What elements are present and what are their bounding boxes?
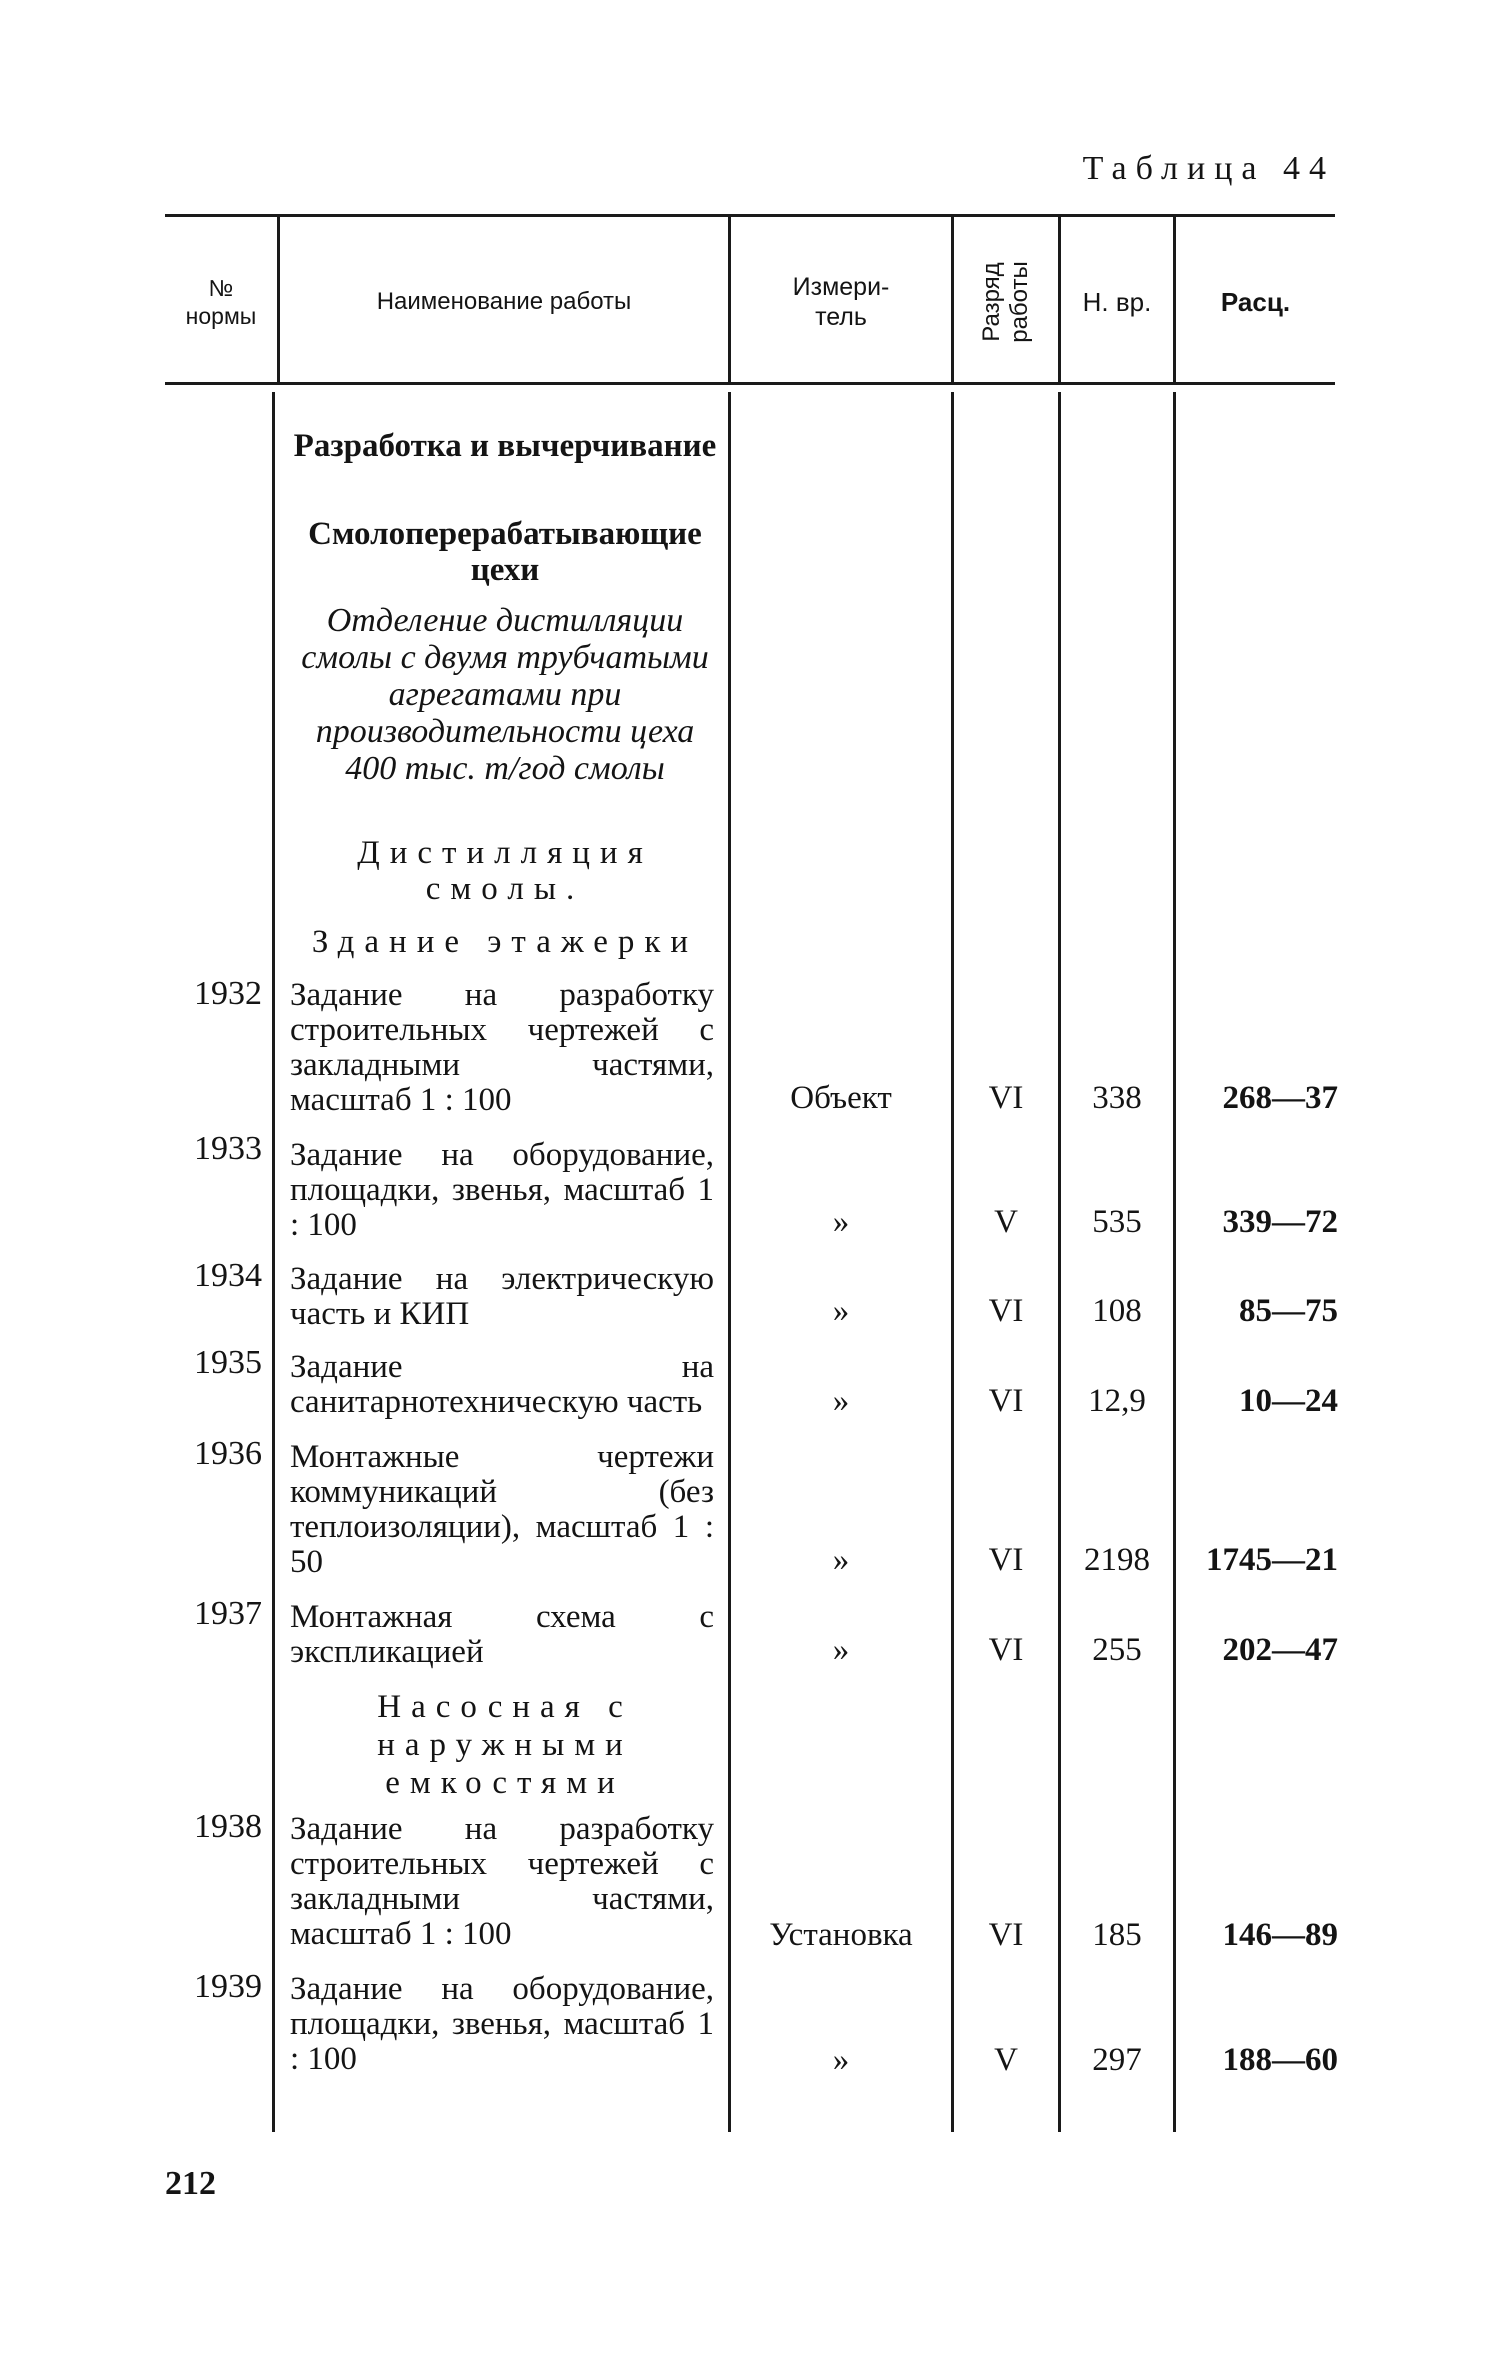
header-time: Н. вр.	[1082, 286, 1152, 317]
row-time: 108	[1092, 1293, 1142, 1329]
header-number	[165, 222, 277, 382]
header-grade	[954, 222, 1058, 382]
row-number: 1934	[194, 1257, 262, 1294]
row-time: 12,9	[1088, 1383, 1146, 1419]
row-time: 297	[1092, 2042, 1142, 2078]
row-name: Монтажные чертежи коммуникаций (без теплоизоляции), масштаб 1 : 50	[290, 1439, 714, 1580]
row-name: Задание на оборудование, площадки, звенья, масштаб 1 : 100	[290, 1971, 714, 2077]
row-time: 535	[1092, 1204, 1142, 1240]
col-divider	[1173, 392, 1176, 2132]
row-name: Задание на санитарнотехническую часть	[290, 1349, 714, 1420]
row-grade: V	[994, 2042, 1018, 2078]
header-bottom-rule	[165, 382, 1335, 385]
row-time: 255	[1092, 1632, 1142, 1668]
row-grade: VI	[988, 1383, 1024, 1419]
row-grade: VI	[988, 1080, 1024, 1116]
header-name: Наименование работы	[376, 288, 632, 315]
row-grade: V	[994, 1204, 1018, 1240]
row-unit: »	[832, 1542, 850, 1578]
row-name: Задание на электрическую часть и КИП	[290, 1261, 714, 1332]
row-time: 185	[1092, 1917, 1142, 1953]
header-number-line2: нормы	[185, 303, 257, 329]
row-unit: Установка	[769, 1917, 913, 1953]
row-name: Задание на оборудование, площадки, звенья, масштаб 1 : 100	[290, 1137, 714, 1243]
col-divider	[728, 392, 731, 2132]
row-grade: VI	[988, 1542, 1024, 1578]
row-unit: »	[832, 1204, 850, 1240]
row-number: 1938	[194, 1808, 262, 1845]
row-grade: VI	[988, 1293, 1024, 1329]
row-rate: 146—89	[1222, 1917, 1338, 1953]
header-rate: Расц.	[1220, 286, 1291, 317]
row-rate: 85—75	[1239, 1293, 1338, 1329]
row-unit: »	[832, 2042, 850, 2078]
header-grade-line2: работы	[1005, 261, 1033, 343]
row-unit: »	[832, 1293, 850, 1329]
section-heading: Смолоперерабатывающие цехи	[308, 516, 702, 588]
row-number: 1933	[194, 1130, 262, 1167]
section-heading: Здание этажерки	[311, 924, 699, 960]
header-unit-line2: тель	[815, 303, 867, 331]
row-number: 1939	[194, 1968, 262, 2005]
row-name: Задание на разработку строительных чертежей с закладными частями, масштаб 1 : 100	[290, 1811, 714, 1952]
header-unit	[731, 222, 951, 382]
section-heading: Дистилляция смолы.	[357, 835, 653, 907]
row-unit: »	[832, 1632, 850, 1668]
col-divider	[1058, 392, 1061, 2132]
row-name: Задание на разработку строительных чертежей с закладными частями, масштаб 1 : 100	[290, 977, 714, 1118]
row-name: Монтажная схема с экспликацией	[290, 1599, 714, 1670]
section-heading: Разработка и вычерчивание	[293, 428, 717, 464]
row-rate: 188—60	[1222, 2042, 1338, 2078]
row-time: 2198	[1084, 1542, 1150, 1578]
row-time: 338	[1092, 1080, 1142, 1116]
row-grade: VI	[988, 1632, 1024, 1668]
row-rate: 1745—21	[1206, 1542, 1338, 1578]
row-rate: 339—72	[1222, 1204, 1338, 1240]
header-grade-line1: Разряд	[977, 262, 1005, 342]
table-top-rule	[165, 214, 1335, 217]
col-divider	[951, 392, 954, 2132]
row-rate: 268—37	[1222, 1080, 1338, 1116]
section-heading: Насосная с наружными емкостями	[377, 1689, 633, 1801]
row-number: 1932	[194, 975, 262, 1012]
row-unit: »	[832, 1383, 850, 1419]
col-divider	[272, 392, 275, 2132]
row-number: 1937	[194, 1595, 262, 1632]
row-rate: 202—47	[1222, 1632, 1338, 1668]
row-number: 1935	[194, 1344, 262, 1381]
row-rate: 10—24	[1239, 1383, 1338, 1419]
table-caption: Таблица 44	[1082, 150, 1335, 187]
page-number: 212	[165, 2165, 216, 2202]
section-heading: Отделение дистилляции смолы с двумя трубчатыми агрегатами при производительности цеха 400 тыс. т/год смолы	[301, 602, 709, 787]
row-unit: Объект	[790, 1080, 892, 1116]
row-number: 1936	[194, 1435, 262, 1472]
row-grade: VI	[988, 1917, 1024, 1953]
header-unit-line1: Измери-	[792, 273, 890, 301]
header-number-line1: №	[208, 275, 234, 301]
